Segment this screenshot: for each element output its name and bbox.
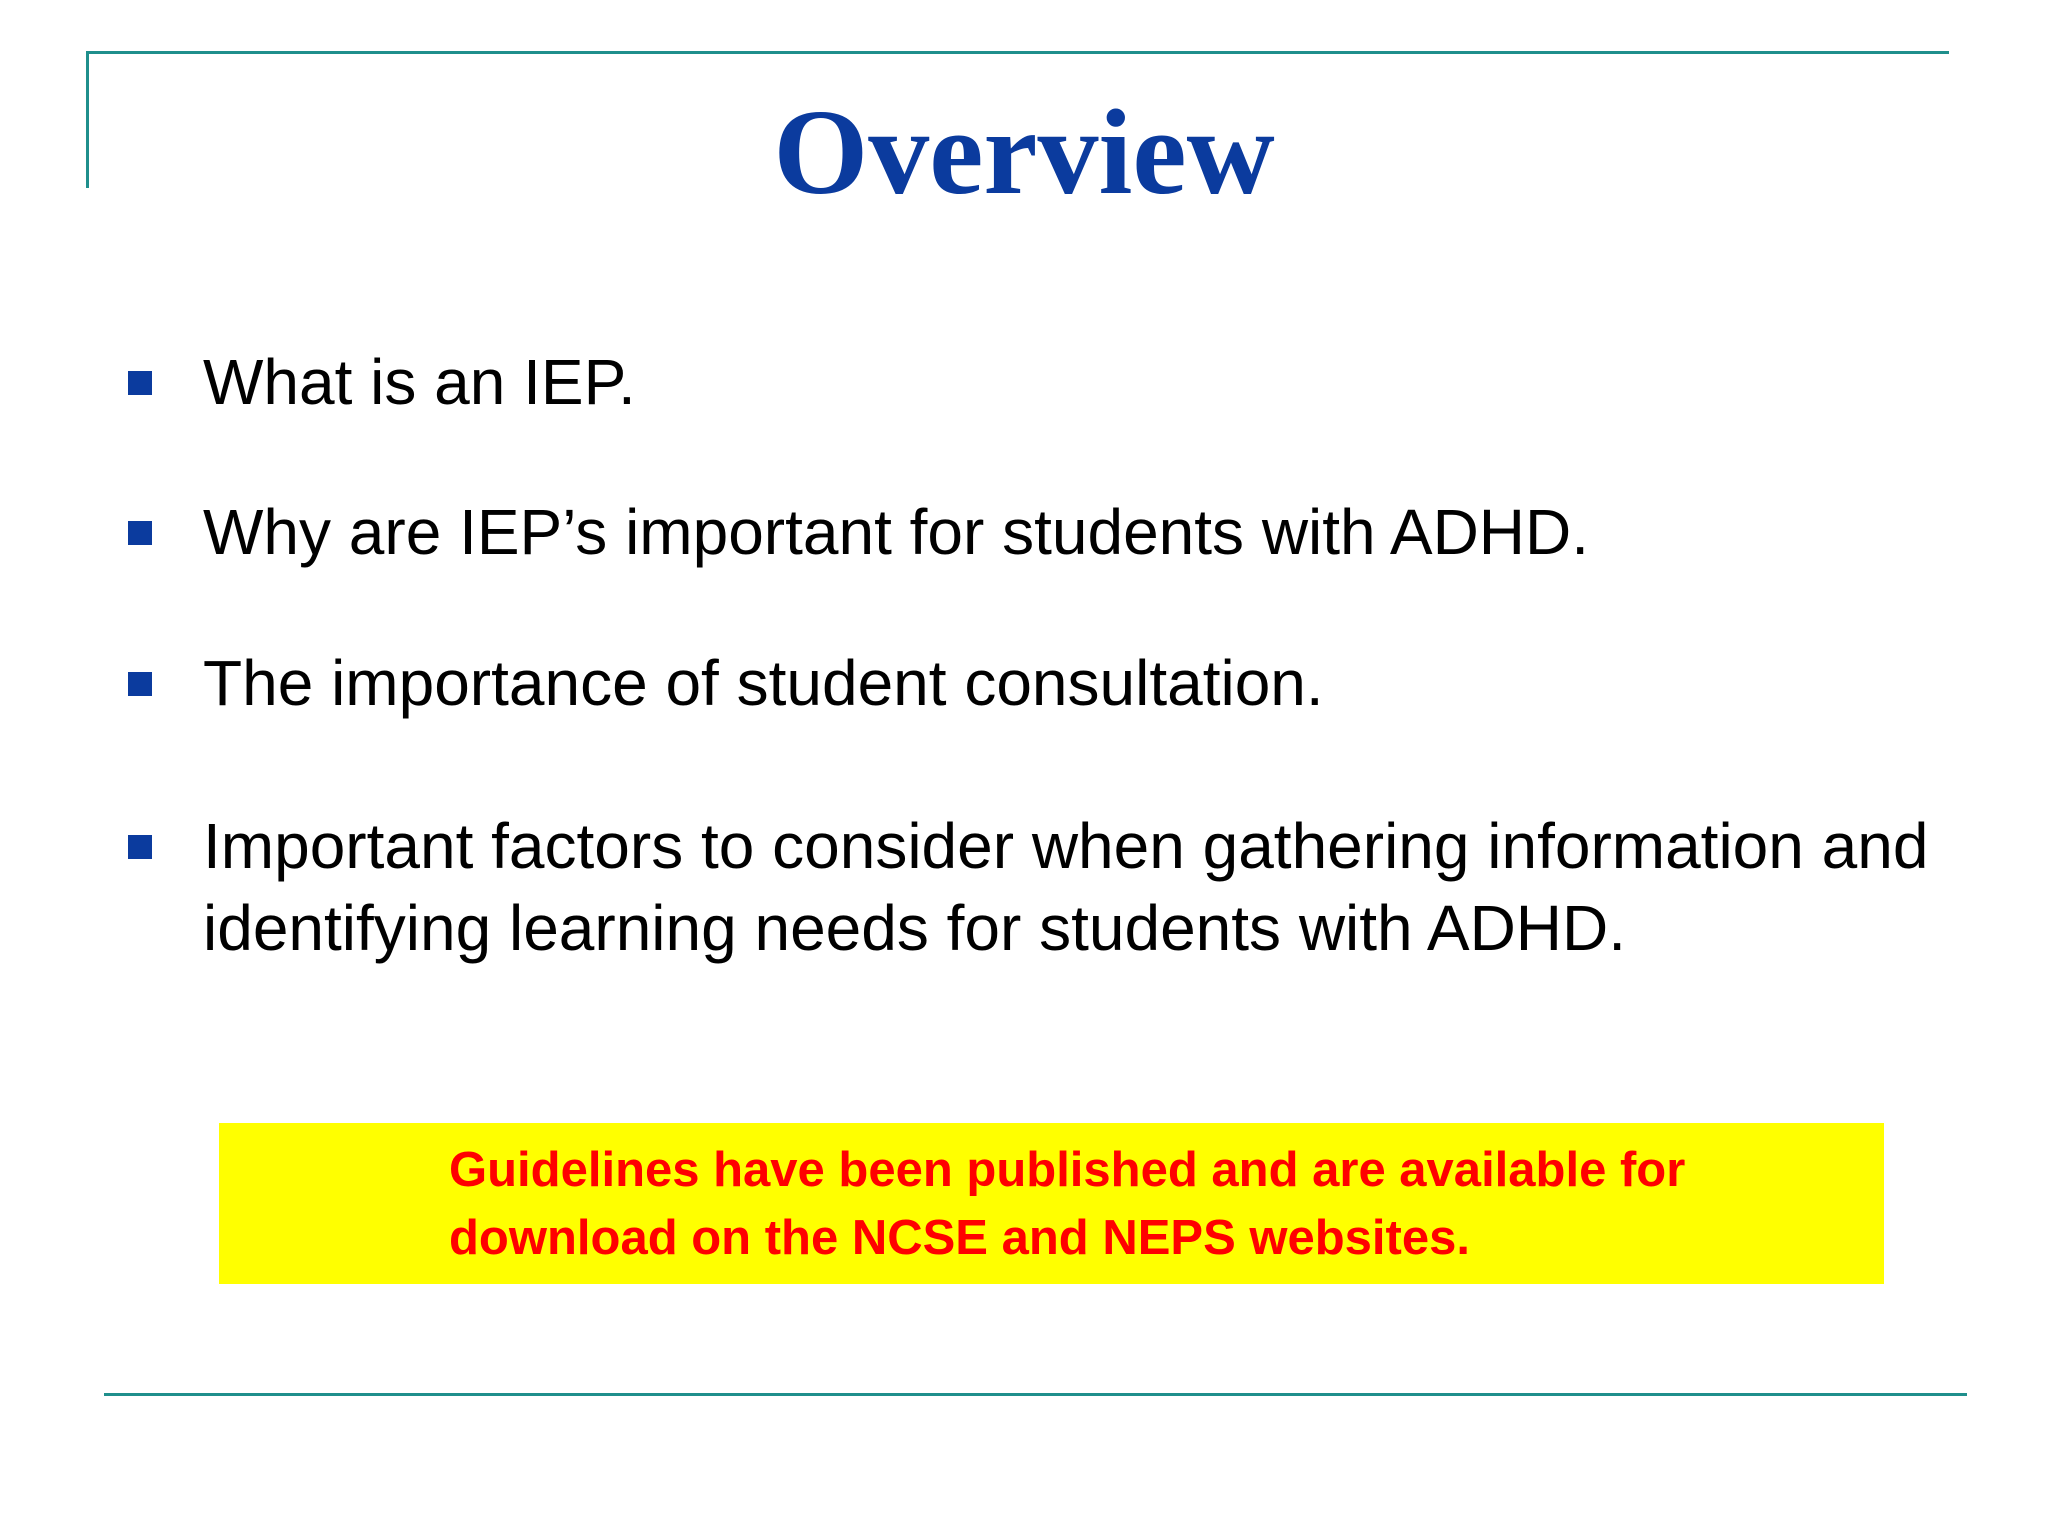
slide-title: Overview <box>773 85 1275 220</box>
bullet-text: Why are IEP’s important for students with ADHD. <box>203 496 1589 568</box>
bottom-rule <box>104 1393 1967 1396</box>
bullet-text: The importance of student consultation. <box>203 647 1324 719</box>
square-bullet-icon <box>128 521 152 545</box>
callout-text: Guidelines have been published and are available for download on the NCSE and NEPS websites. <box>449 1143 1686 1265</box>
bullet-text: What is an IEP. <box>203 346 636 418</box>
square-bullet-icon <box>128 835 152 859</box>
callout-box <box>219 1123 1884 1284</box>
square-bullet-icon <box>128 672 152 696</box>
square-bullet-icon <box>128 371 152 395</box>
bullet-text: Important factors to consider when gathering information and identifying learning needs for students with ADHD. <box>203 810 1929 964</box>
